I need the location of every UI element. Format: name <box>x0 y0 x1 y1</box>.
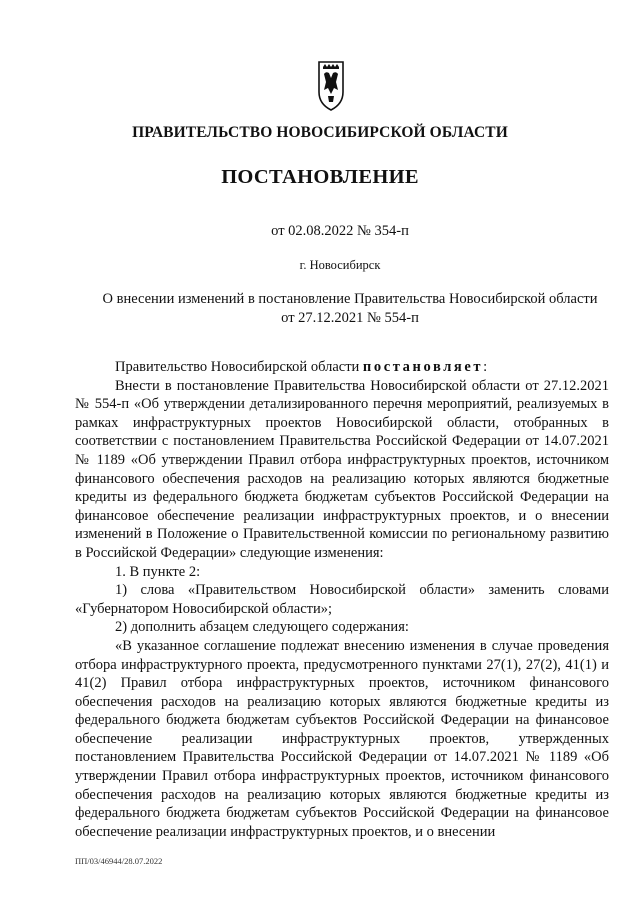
document-type: ПОСТАНОВЛЕНИЕ <box>221 166 419 188</box>
paragraph: 1. В пункте 2: <box>115 563 201 580</box>
intro-colon: : <box>483 359 488 375</box>
city: г. Новосибирск <box>299 258 381 272</box>
title-line-2: от 27.12.2021 № 554-п <box>281 310 419 326</box>
coat-of-arms-icon <box>316 60 346 112</box>
paragraph: Внести в постановление Правительства Новосибирской области от 27.12.2021 № 554-п «Об утверждении детализированного перечня мероприятий, реализуемых в рамках инфраструктурных проектов Новосибирской области, отобранных в соответствии с постановлением Правительства Российской Федерации от 14.07.2021 № 1189 «Об утверждении Правил отбора инфраструктурных проектов, источником финансового обеспечения расходов на реализацию которых являются бюджетные кредиты из федерального бюджета бюджетам субъектов Российской Федерации на финансовое обеспечение реализации инфраструктурных проектов, и о внесении изменений в Положение о Правительственной комиссии по региональному развитию в Российской Федерации» следующие изменения: <box>75 377 609 561</box>
decree-word: постановляет <box>362 359 484 375</box>
document-title <box>60 290 640 328</box>
paragraph: «В указанное соглашение подлежат внесению изменения в случае проведения отбора инфраструктурного проекта, предусмотренного пунктами 27(1), 27(2), 41(1) и 41(2) Правил отбора инфраструктурных проектов, источником финансового обеспечения расходов на реализацию которых являются бюджетные кредиты из федерального бюджета бюджетам субъектов Российской Федерации на финансовое обеспечение реализации инфраструктурных проектов, утвержденных постановлением Правительства Российской Федерации от 14.07.2021 № 1189 «Об утверждении Правил отбора инфраструктурных проектов, источником финансового обеспечения расходов на реализацию которых являются бюджетные кредиты из федерального бюджета бюджетам субъектов Российской Федерации на финансовое обеспечение реализации инфраструктурных проектов, и о внесении <box>75 637 609 840</box>
title-line-1: О внесении изменений в постановление Правительства Новосибирской области <box>102 291 598 307</box>
organization-name: ПРАВИТЕЛЬСТВО НОВОСИБИРСКОЙ ОБЛАСТИ <box>132 124 508 141</box>
document-number: № 354-п <box>357 223 409 239</box>
paragraph: 1) слова «Правительством Новосибирской области» заменить словами «Губернатором Новосибирской области»; <box>75 582 609 617</box>
intro-paragraph <box>75 358 609 377</box>
document-date: 02.08.2022 <box>288 223 354 239</box>
intro-text: Правительство Новосибирской области <box>115 359 363 375</box>
footer-code: ПП/03/46944/28.07.2022 <box>75 856 163 866</box>
document-body <box>75 358 609 841</box>
paragraph: 2) дополнить абзацем следующего содержания: <box>115 619 409 636</box>
date-prefix: от <box>271 223 285 239</box>
document-date-number <box>0 223 640 240</box>
